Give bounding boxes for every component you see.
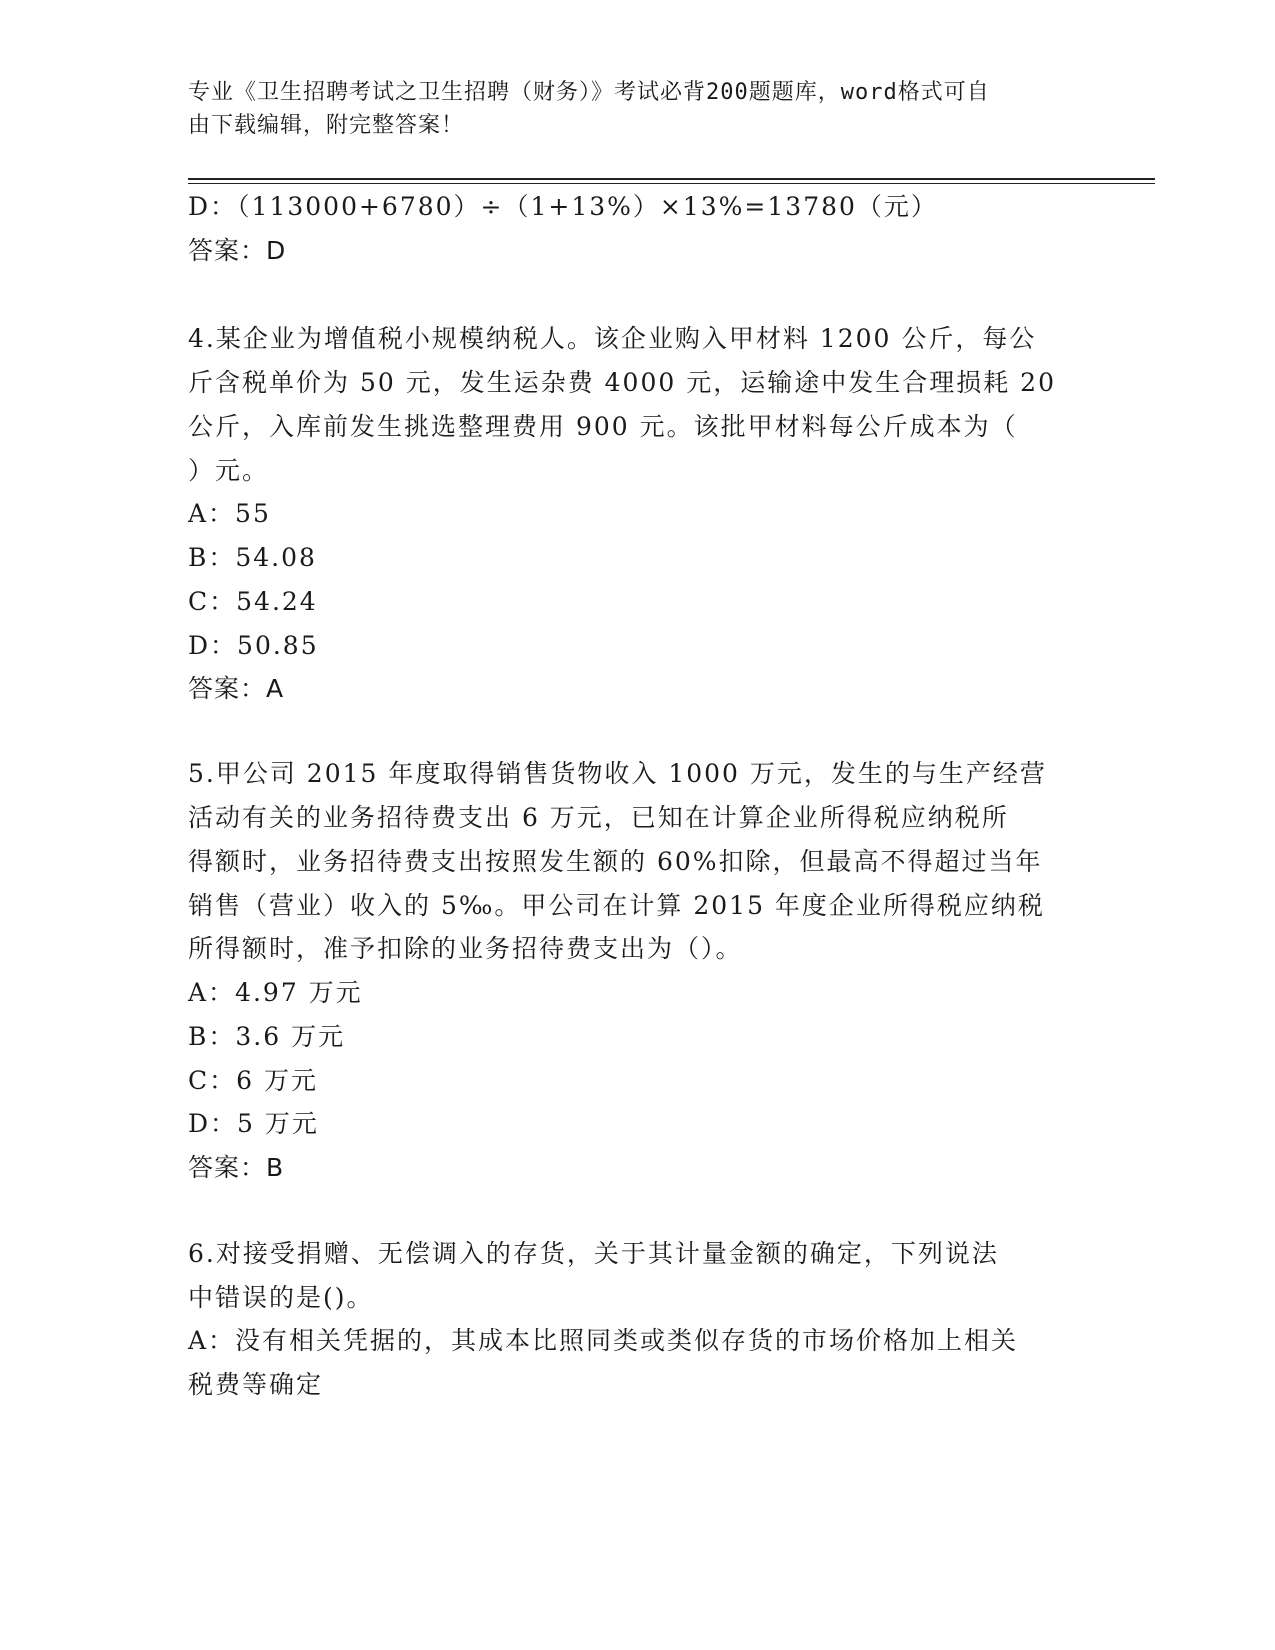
q6-text-line-2: 中错误的是()。 (188, 1283, 374, 1312)
q4-option-d: D：50.85 (188, 631, 319, 660)
q4-text-line-3: 公斤，入库前发生挑选整理费用 900 元。该批甲材料每公斤成本为（ (188, 412, 1018, 441)
q4-text-line-4: ）元。 (188, 456, 270, 485)
q4-answer: 答案：A (188, 674, 285, 703)
q5-option-c: C：6 万元 (188, 1066, 318, 1095)
header-divider-thin (188, 183, 1155, 184)
q6-text-line-1: 6.对接受捐赠、无偿调入的存货，关于其计量金额的确定，下列说法 (188, 1239, 999, 1268)
q5-option-a: A：4.97 万元 (188, 978, 363, 1007)
document-header (188, 76, 1068, 142)
q4-option-c: C：54.24 (188, 587, 318, 616)
q6-option-a: A：没有相关凭据的，其成本比照同类或类似存货的市场价格加上相关 (188, 1326, 1019, 1355)
header-divider-thick (188, 178, 1155, 180)
q5-text-line-5: 所得额时，准予扣除的业务招待费支出为（）。 (188, 934, 743, 963)
header-line-2: 由下载编辑，附完整答案！ (188, 113, 465, 138)
q5-text-line-2: 活动有关的业务招待费支出 6 万元，已知在计算企业所得税应纳税所 (188, 803, 1009, 832)
q5-option-b: B：3.6 万元 (188, 1022, 346, 1051)
q5-option-d: D：5 万元 (188, 1109, 319, 1138)
q5-text-line-3: 得额时，业务招待费支出按照发生额的 60%扣除，但最高不得超过当年 (188, 847, 1043, 876)
q4-option-b: B：54.08 (188, 543, 317, 572)
q5-text-line-1: 5.甲公司 2015 年度取得销售货物收入 1000 万元，发生的与生产经营 (188, 759, 1047, 788)
q3-answer: 答案：D (188, 236, 287, 265)
q4-text-line-1: 4.某企业为增值税小规模纳税人。该企业购入甲材料 1200 公斤，每公 (188, 324, 1037, 353)
q5-answer: 答案：B (188, 1153, 285, 1182)
q6-option-a-continued: 税费等确定 (188, 1370, 324, 1399)
q4-text-line-2: 斤含税单价为 50 元，发生运杂费 4000 元，运输途中发生合理损耗 20 (188, 368, 1056, 397)
q5-text-line-4: 销售（营业）收入的 5‰。甲公司在计算 2015 年度企业所得税应纳税 (188, 891, 1045, 920)
header-line-1: 专业《卫生招聘考试之卫生招聘（财务）》考试必背200题题库，word格式可自 (188, 80, 990, 105)
q3-option-d: D：（113000+6780）÷（1+13%）×13%=13780（元） (188, 192, 938, 221)
q4-option-a: A：55 (188, 499, 271, 528)
